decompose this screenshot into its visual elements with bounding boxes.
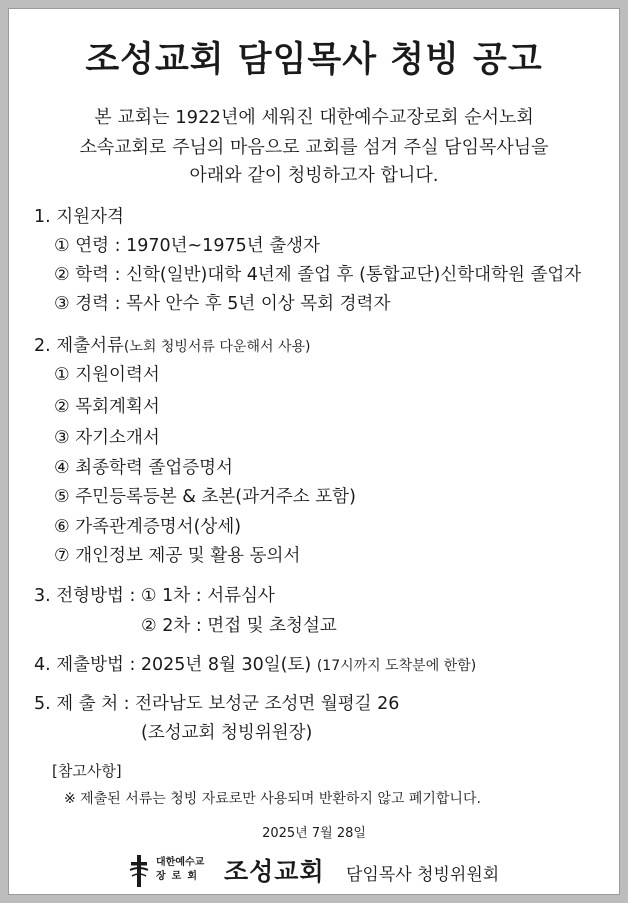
intro-line-1: 본 교회는 1922년에 세워진 대한예수교장로회 순서노회 <box>94 107 534 128</box>
denomination-line-1: 대한예수교 <box>156 857 205 868</box>
s2-item-2: ② 목회계획서 <box>54 397 160 417</box>
denomination-label <box>156 856 204 884</box>
s2-item-5: ⑤ 주민등록등본 & 초본(과거주소 포함) <box>54 487 356 507</box>
church-name: 조성교회 <box>224 857 325 886</box>
section-3-line-2: ② 2차 : 면접 및 초청설교 <box>141 616 337 636</box>
section-1-heading: 1. 지원자격 <box>34 207 124 227</box>
section-4-note: (17시까지 도착분에 한함) <box>316 658 477 674</box>
notes-text: ※ 제출된 서류는 청빙 자료로만 사용되며 반환하지 않고 폐기합니다. <box>64 791 481 807</box>
cross-logo-icon <box>128 854 150 888</box>
section-5-line-2: (조성교회 청빙위원장) <box>141 723 313 743</box>
s2-item-3: ③ 자기소개서 <box>54 428 160 448</box>
s2-item-6: ⑥ 가족관계증명서(상세) <box>54 517 242 537</box>
notice-date: 2025년 7월 28일 <box>262 826 366 841</box>
s2-item-4: ④ 최종학력 졸업증명서 <box>54 458 233 478</box>
s1-item-education: ② 학력 : 신학(일반)대학 4년제 졸업 후 (통합교단)신학대학원 졸업자 <box>54 265 582 285</box>
section-3-heading: 3. 전형방법 : ① 1차 : 서류심사 <box>34 586 275 606</box>
notice-title: 조성교회 담임목사 청빙 공고 <box>85 40 543 80</box>
denomination-line-2: 장로회 <box>156 871 203 882</box>
s2-item-7: ⑦ 개인정보 제공 및 활용 동의서 <box>54 546 301 566</box>
s2-item-1: ① 지원이력서 <box>54 365 160 385</box>
footer <box>128 852 528 892</box>
committee-name: 담임목사 청빙위원회 <box>346 865 500 885</box>
s1-item-career: ③ 경력 : 목사 안수 후 5년 이상 목회 경력자 <box>54 294 391 314</box>
section-2-note: (노회 청빙서류 다운해서 사용) <box>123 339 311 355</box>
section-2-title: 2. 제출서류 <box>34 336 124 356</box>
section-5-heading: 5. 제 출 처 : 전라남도 보성군 조성면 월평길 26 <box>34 694 400 714</box>
notes-heading: [참고사항] <box>52 762 122 780</box>
section-4-heading <box>34 651 476 676</box>
section-4-date: 4. 제출방법 : 2025년 8월 30일(토) <box>34 655 312 675</box>
section-2-heading <box>34 332 310 357</box>
intro-line-3: 아래와 같이 청빙하고자 합니다. <box>189 165 439 186</box>
intro-line-2: 소속교회로 주님의 마음으로 교회를 섬겨 주실 담임목사님을 <box>79 137 549 158</box>
s1-item-age: ① 연령 : 1970년~1975년 출생자 <box>54 236 320 256</box>
